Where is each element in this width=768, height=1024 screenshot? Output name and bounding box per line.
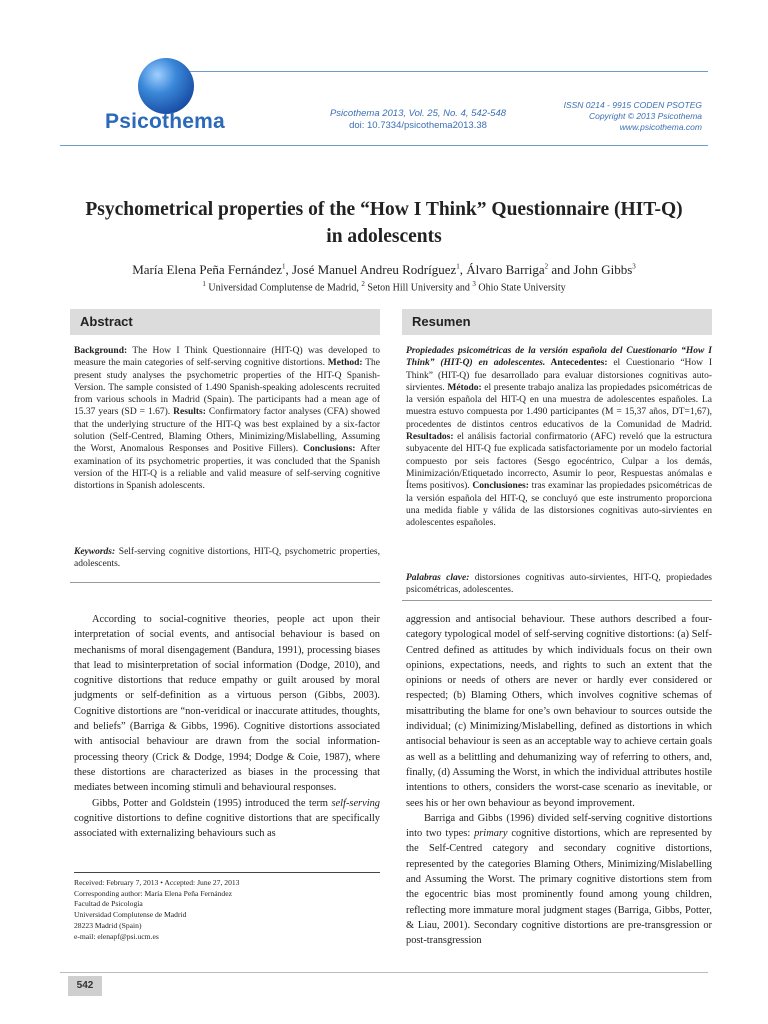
body-emphasis: self-serving: [331, 797, 380, 809]
doi-line: doi: 10.7334/psicothema2013.38: [349, 120, 487, 131]
journal-citation: [258, 108, 578, 132]
background-label: Background:: [74, 346, 128, 356]
affiliation: Ohio State University: [478, 282, 566, 294]
conclusiones-text: tras examinar las propiedades psicométricas de la versión española del HIT-Q, se concluyó que este instrumento proporciona una medida fiable y válida de las distorsiones cognitivas auto-sirvientes en adolescentes españoles.: [406, 481, 712, 529]
title-line-1: Psychometrical properties of the “How I Think” Questionnaire (HIT-Q): [85, 199, 683, 220]
body-emphasis: primary: [474, 828, 508, 840]
body-column-right: [406, 612, 712, 949]
affiliation: Seton Hill University: [367, 282, 453, 294]
keywords-text: Self-serving cognitive distortions, HIT-Q, psychometric properties, adolescents.: [74, 547, 380, 570]
body-paragraph: [74, 796, 380, 842]
resumen-heading: Resumen: [402, 309, 712, 335]
abstract-heading: Abstract: [70, 309, 380, 335]
resumen-title: Propiedades psicométricas de la versión española del Cuestionario “How I Think” (HIT-Q) en adolescentes.: [406, 346, 712, 369]
body-text: Barriga and Gibbs (1996) divided self-serving cognitive distortions into two types:: [406, 812, 712, 840]
footnote-rule: [74, 872, 380, 873]
title-line-2: in adolescents: [326, 226, 442, 247]
body-paragraph: According to social-cognitive theories, people act upon their interpretation of social events, and antisocial behaviour is based on mechanisms of moral disengagement (Bandura, 1991), processing biases that lead to misinterpretation of social information (Dodge, 2010), and cognitive distortions that reduce empathy or guilt aroused by moral judgments or self-definition as a virtuous person (Gibbs, 2003). Cognitive distortions are “non-veridical or inaccurate attitudes, thoughts, and beliefs” (Barriga & Gibbs, 1996). Cognitive distortions associated with antisocial behaviour are drawn from the social information-processing theory (Crick & Dodge, 1994; Dodge & Coie, 1987), where these distortions are characterized as biases in the processing that mediates between incoming stimuli and behavioural responses.: [74, 614, 380, 794]
body-paragraph: aggression and antisocial behaviour. These authors described a four-category typological model of self-serving cognitive distortions: (a) Self-Centred defined as attitudes by which individuals focus on their own opinions, expectations, needs, and rights to such an extent that the opinions or needs of others are never or hardly ever considered or respected; (b) Blaming Others, which involves cognitive schemas of misattributing the blame for one’s own behaviour to sources outside the individual; (c) Minimizing/Mislabelling, defined as distortions in which antisocial behaviour is seen as an acceptable way to achieve certain goals as well as a belittling and dehumanizing way of referring to others, and, finally, (d) Assuming the Worst, in which the individual attributes hostile intentions to others, considers the worst-case scenario as inevitable, or sees his or her own behaviour as beyond improvement.: [406, 614, 712, 809]
resumen-divider: [402, 600, 712, 601]
method-text: The present study analyses the psychometric properties of the HIT-Q Spanish-Version. The sample consisted of 1.490 Spanish-speaking adolescents recruited from various schools in Madrid (Spain). The participants had a mean age of 15.37 years (SD = 1.67).: [74, 358, 380, 418]
page-number: 542: [68, 976, 102, 996]
website-line: www.psicothema.com: [619, 122, 702, 132]
body-column-left: [74, 612, 380, 841]
metodo-label: Método:: [447, 382, 482, 393]
header-rule-top: [160, 71, 708, 72]
keywords-label: Keywords:: [74, 547, 116, 557]
resumen-text: [406, 345, 712, 529]
author-affil-mark: 3: [632, 262, 636, 271]
palabras-text: distorsiones cognitivas auto-sirvientes, HIT-Q, propiedades psicométricas, adolescentes.: [406, 573, 712, 596]
conclusions-label: Conclusions:: [303, 444, 356, 455]
author-name: José Manuel Andreu Rodríguez: [292, 262, 457, 277]
body-text: Gibbs, Potter and Goldstein (1995) introduced the term: [92, 797, 332, 809]
affil-mark: 1: [202, 280, 206, 288]
received-line: Received: February 7, 2013 • Accepted: June 27, 2013: [74, 878, 240, 887]
conclusiones-label: Conclusiones:: [472, 481, 529, 492]
corresponding-author-line: Corresponding author: María Elena Peña Fernández: [74, 888, 232, 898]
results-text: Confirmatory factor analyses (CFA) showed that the underlying structure of the HIT-Q was best explained by a six-factor solution (Self-Centred, Blaming Others, Minimizing/Mislabelling, Assuming the Worst, Anomalous Responses and Positive Fillers).: [74, 407, 380, 455]
conclusions-text: After examination of its psychometric properties, it was concluded that the Spanish version of the HIT-Q is a reliable and valid measure of self-serving cognitive distortions in Spanish adolescents.: [74, 444, 380, 492]
author-name: Álvaro Barriga: [466, 262, 545, 277]
resultados-text: el análisis factorial confirmatorio (AFC) reveló que la estructura subyacente del HIT-Q fue explicada satisfactoriamente por un modelo factorial compuesto por seis factores (Sesgo egocéntrico, Culpar a los demás, Minimización/Etiquetado incorrecto, Asumir lo peor, Respuestas anómalas e Ítems positivos).: [406, 432, 712, 492]
method-label: Method:: [327, 358, 363, 369]
address-line: Universidad Complutense de Madrid: [74, 910, 187, 920]
affiliation-list: $^1$ Universidad Complutense de Madrid, $^2$ Seton Hill University and $^3$ Ohio State University: [202, 280, 566, 294]
resumen-keywords: [406, 572, 712, 597]
metodo-text: el presente trabajo analiza las propiedades psicométricas de la versión española del HIT-Q en una muestra de adolescentes españoles. La muestra estuvo compuesta por 1.490 participantes (M = 15,37 años, DT=1,67), procedentes de distintos centros educativos de la Comunidad de Madrid.: [406, 382, 712, 430]
copyright-line: Copyright © 2013 Psicothema: [588, 111, 702, 121]
affil-mark: 2: [361, 280, 365, 288]
journal-logo-sphere: [138, 58, 194, 114]
email-line: e-mail: elenapf@psi.ucm.es: [74, 931, 159, 941]
author-name: María Elena Peña Fernández: [132, 262, 282, 277]
journal-logo-text: Psicothema: [105, 110, 225, 133]
body-text: cognitive distortions, which are represented by the Self-Centred category and secondary cognitive distortions, represented by the categories Blaming Others, Minimizing/Mislabelling and Assuming the Worst. The primary cognitive distortions stem from the egocentric bias most prominently found among young children, reflecting more immature moral judgment stages (Barriga, Gibbs, Potter, & Liau, 2001). Secondary cognitive distortions are pre-transgression or post-transgression: [406, 828, 712, 947]
author-affil-mark: 2: [544, 262, 549, 271]
affiliation: Universidad Complutense de Madrid: [208, 282, 357, 294]
results-label: Results:: [173, 407, 206, 418]
author-affil-mark: 1: [456, 262, 460, 271]
paper-title: [60, 196, 708, 250]
correspondence-footnote: [74, 878, 394, 942]
author-list: María Elena Peña Fernández$^1$, José Manuel Andreu Rodríguez$^1$, Álvaro Barriga$^2$ and John Gibbs$^3$: [132, 262, 636, 277]
footer-rule: [60, 972, 708, 973]
background-text: The How I Think Questionnaire (HIT-Q) was developed to measure the main categories of self-serving cognitive distortions.: [74, 346, 380, 369]
header-rule-bottom: [60, 145, 708, 146]
address-line: Facultad de Psicología: [74, 899, 143, 909]
address-line: 28223 Madrid (Spain): [74, 920, 142, 930]
issn-line: ISSN 0214 - 9915 CODEN PSOTEG: [563, 100, 702, 110]
resultados-label: Resultados:: [406, 432, 454, 443]
abstract-divider: [70, 582, 380, 583]
affil-mark: 3: [472, 280, 476, 288]
body-paragraph: [406, 811, 712, 949]
abstract-keywords: [74, 546, 380, 571]
body-text: cognitive distortions to define cognitive distortions that are specifically associated with externalizing behaviours such as: [74, 812, 380, 840]
journal-header: [0, 0, 768, 160]
antecedentes-label: Antecedentes:: [545, 358, 608, 369]
journal-issn-block: [540, 100, 702, 133]
author-name: John Gibbs: [573, 262, 633, 277]
citation-line: Psicothema 2013, Vol. 25, No. 4, 542-548: [329, 108, 507, 119]
author-affil-mark: 1: [282, 262, 286, 271]
palabras-label: Palabras clave:: [406, 573, 470, 583]
abstract-text: [74, 345, 380, 493]
antecedentes-text: el Cuestionario “How I Think” (HIT-Q) fue desarrollado para evaluar distorsiones cognitivas auto-sirvientes.: [406, 358, 712, 393]
